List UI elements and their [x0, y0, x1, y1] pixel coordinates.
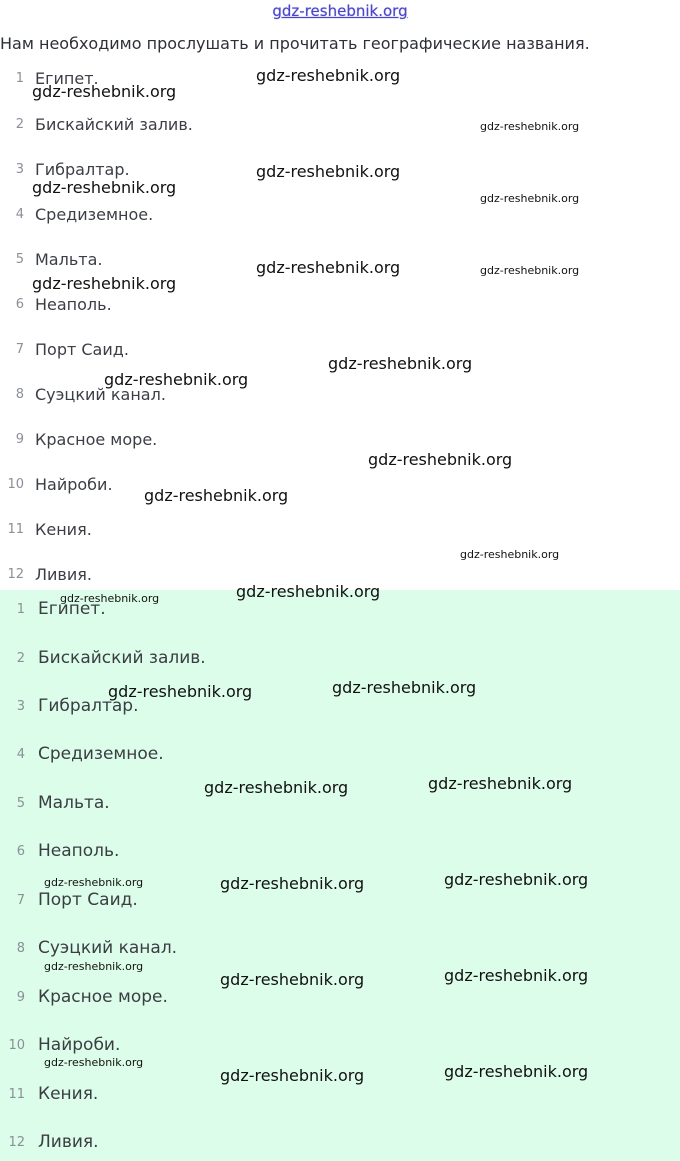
item-number: 7: [15, 341, 24, 357]
item-number: 9: [15, 431, 24, 447]
item-number: 1: [16, 601, 25, 617]
item-number: 10: [7, 476, 24, 492]
item-text: Кения.: [38, 1084, 99, 1104]
item-text: Ливия.: [38, 1132, 99, 1152]
item-text: Гибралтар.: [38, 696, 139, 716]
item-number: 6: [16, 843, 25, 859]
item-number: 7: [16, 892, 25, 908]
item-number: 3: [15, 161, 24, 177]
watermark: gdz-reshebnik.org: [204, 778, 349, 797]
watermark: gdz-reshebnik.org: [220, 970, 365, 989]
watermark: gdz-reshebnik.org: [60, 592, 160, 605]
watermark: gdz-reshebnik.org: [44, 876, 144, 889]
watermark: gdz-reshebnik.org: [444, 870, 589, 889]
instruction-text: Нам необходимо прослушать и прочитать географические названия.: [0, 34, 590, 53]
watermark: gdz-reshebnik.org: [44, 1056, 144, 1069]
item-text: Кения.: [35, 519, 92, 539]
item-number: 5: [16, 795, 25, 811]
item-number: 2: [16, 650, 25, 666]
item-text: Египет.: [35, 68, 99, 88]
item-text: Порт Саид.: [35, 339, 129, 359]
item-text: Найроби.: [38, 1035, 121, 1055]
item-number: 9: [16, 989, 25, 1005]
item-text: Найроби.: [35, 474, 113, 494]
item-text: Мальта.: [38, 793, 110, 813]
site-header-link[interactable]: gdz-reshebnik.org: [272, 2, 408, 20]
item-text: Суэцкий канал.: [38, 938, 178, 958]
item-number: 1: [15, 70, 24, 86]
watermark: gdz-reshebnik.org: [428, 774, 573, 793]
item-text: Средиземное.: [38, 744, 164, 764]
watermark: gdz-reshebnik.org: [256, 66, 401, 85]
item-number: 8: [16, 940, 25, 956]
watermark: gdz-reshebnik.org: [480, 264, 580, 277]
watermark: gdz-reshebnik.org: [104, 370, 249, 389]
list-item: [0, 472, 113, 496]
item-text: Ливия.: [35, 564, 92, 584]
item-number: 2: [15, 116, 24, 132]
watermark: gdz-reshebnik.org: [480, 192, 580, 205]
list-item: [0, 646, 206, 670]
item-text: Порт Саид.: [38, 890, 138, 910]
watermark: gdz-reshebnik.org: [220, 874, 365, 893]
item-text: Красное море.: [38, 987, 168, 1007]
item-text: Неаполь.: [38, 841, 120, 861]
list-item: [0, 985, 168, 1009]
list-item: [0, 791, 110, 815]
list-item: [0, 337, 129, 361]
watermark: gdz-reshebnik.org: [220, 1066, 365, 1085]
item-number: 3: [16, 698, 25, 714]
item-number: 11: [7, 521, 24, 537]
watermark: gdz-reshebnik.org: [236, 582, 381, 601]
watermark: gdz-reshebnik.org: [108, 682, 253, 701]
watermark: gdz-reshebnik.org: [32, 274, 177, 293]
item-text: Мальта.: [35, 249, 103, 269]
list-item: [0, 839, 119, 863]
watermark: gdz-reshebnik.org: [32, 178, 177, 197]
watermark: gdz-reshebnik.org: [460, 548, 560, 561]
item-number: 6: [15, 296, 24, 312]
list-item: [0, 1033, 120, 1057]
list-item: [0, 888, 138, 912]
item-text: Бискайский залив.: [38, 648, 206, 668]
item-text: Неаполь.: [35, 294, 112, 314]
item-text: Красное море.: [35, 429, 158, 449]
watermark: gdz-reshebnik.org: [256, 162, 401, 181]
watermark: gdz-reshebnik.org: [368, 450, 513, 469]
list-item: [0, 742, 164, 766]
item-text: Средиземное.: [35, 204, 154, 224]
item-number: 11: [8, 1086, 25, 1102]
item-text: Бискайский залив.: [35, 114, 193, 134]
watermark: gdz-reshebnik.org: [328, 354, 473, 373]
item-text: Гибралтар.: [35, 159, 130, 179]
list-item: [0, 1130, 99, 1154]
item-number: 4: [15, 206, 24, 222]
watermark: gdz-reshebnik.org: [444, 1062, 589, 1081]
list-item: [0, 247, 102, 271]
item-number: 12: [8, 1134, 25, 1150]
watermark: gdz-reshebnik.org: [332, 678, 477, 697]
item-number: 4: [16, 746, 25, 762]
watermark: gdz-reshebnik.org: [144, 486, 289, 505]
item-number: 10: [8, 1037, 25, 1053]
list-item: [0, 427, 157, 451]
item-number: 8: [15, 386, 24, 402]
watermark: gdz-reshebnik.org: [32, 82, 177, 101]
item-number: 5: [15, 251, 24, 267]
list-item: [0, 112, 193, 136]
watermark: gdz-reshebnik.org: [480, 120, 580, 133]
item-text: Египет.: [38, 599, 106, 619]
watermark: gdz-reshebnik.org: [444, 966, 589, 985]
watermark: gdz-reshebnik.org: [256, 258, 401, 277]
item-text: Суэцкий канал.: [35, 384, 166, 404]
list-item: [0, 202, 153, 226]
list-item: [0, 517, 92, 541]
list-item: [0, 936, 177, 960]
watermark: gdz-reshebnik.org: [44, 960, 144, 973]
list-item: [0, 292, 112, 316]
item-number: 12: [7, 566, 24, 582]
list-item: [0, 562, 92, 586]
list-item: [0, 1082, 98, 1106]
